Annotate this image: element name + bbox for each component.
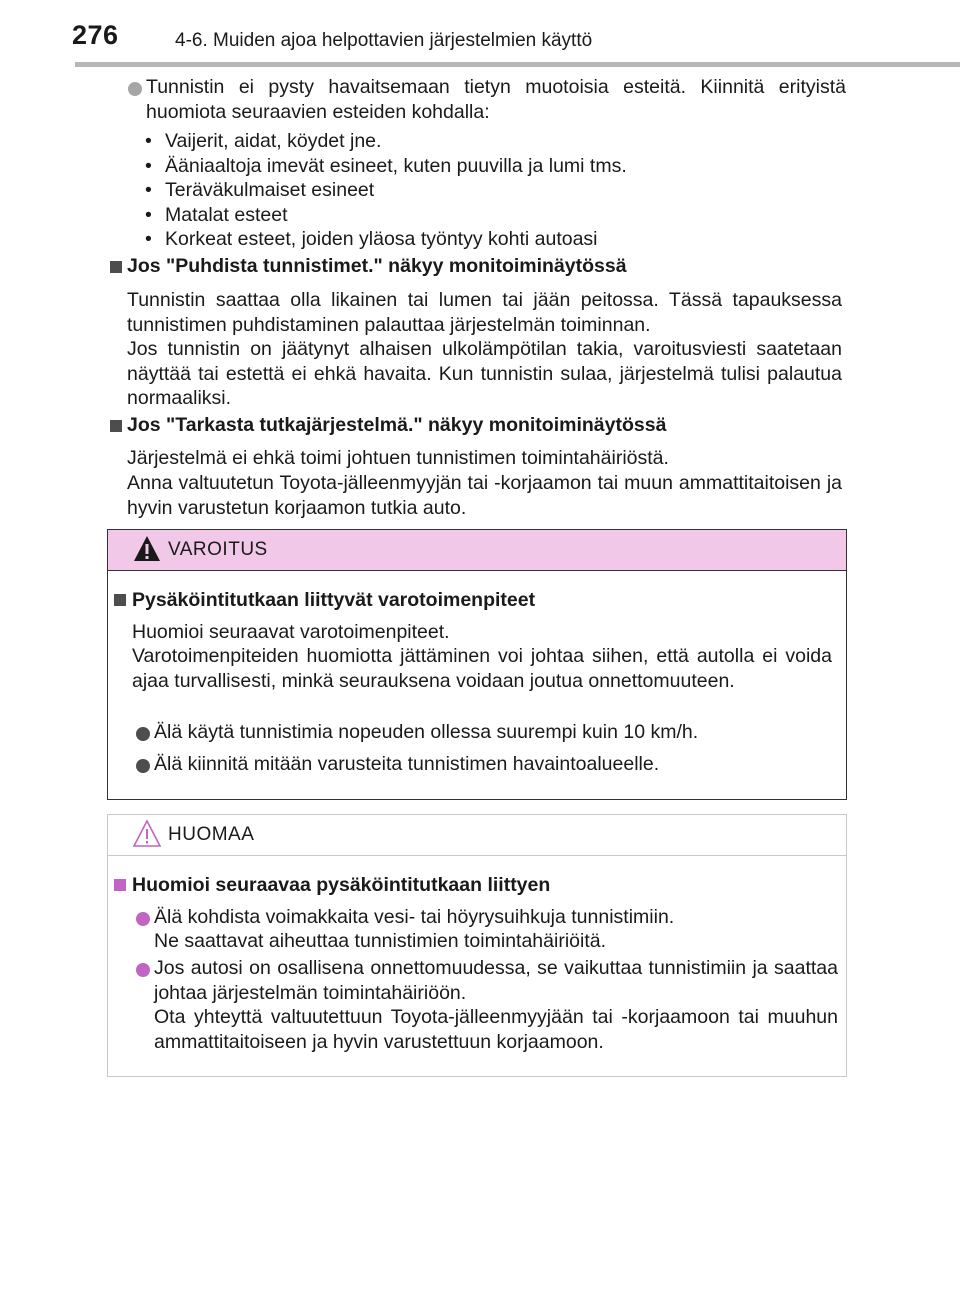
circle-bullet-icon [128,82,142,96]
warning-box [107,529,847,800]
list-item: • Ääniaaltoja imevät esineet, kuten puuvilla ja lumi tms. [145,154,835,179]
list-item: • Vaijerit, aidat, köydet jne. [145,129,835,154]
section-paragraph: Tunnistin saattaa olla likainen tai lumen tai jään peitossa. Tässä tapauksessa tunnistimen puhdistaminen palauttaa järjestelmän toiminnan. [127,289,842,336]
chapter-title: 4-6. Muiden ajoa helpottavien järjestelmien käyttö [175,30,593,51]
warning-paragraph: Huomioi seuraavat varotoimenpiteet. [132,621,450,643]
page-header [0,0,960,66]
circle-bullet-icon [136,963,150,977]
notice-title: HUOMAA [168,824,255,845]
warning-bullet: Älä kiinnitä mitään varusteita tunnistimen havaintoalueelle. [154,753,660,775]
notice-header [108,815,846,856]
square-bullet-icon [114,879,126,891]
warning-heading: Pysäköintitutkaan liittyvät varotoimenpiteet [132,589,536,611]
header-rule [75,62,960,67]
list-item: • Teräväkulmaiset esineet [145,178,835,203]
section-paragraph: Anna valtuutetun Toyota-jälleenmyyjän tai -korjaamon tai muun ammattitaitoisen ja hyvin varustetun korjaamon tutkia auto. [127,472,842,519]
circle-bullet-icon [136,759,150,773]
page-number: 276 [72,20,119,50]
warning-triangle-icon [132,534,162,564]
list-item: • Matalat esteet [145,203,835,228]
intro-text: Tunnistin ei pysty havaitsemaan tietyn muotoisia esteitä. Kiinnitä erityistä huomiota seuraavien esteiden kohdalla: [146,76,846,123]
circle-bullet-icon [136,912,150,926]
section-paragraph: Järjestelmä ei ehkä toimi johtuen tunnistimen toimintahäiriöstä. [127,447,669,469]
section-heading: Jos "Tarkasta tutkajärjestelmä." näkyy monitoiminäytössä [127,414,667,436]
square-bullet-icon [114,594,126,606]
notice-bullet-line: Ota yhteyttä valtuutettuun Toyota-jälleenmyyjään tai -korjaamoon tai muuhun ammattitaitoiseen ja hyvin varustettuun korjaamoon. [154,1006,838,1053]
square-bullet-icon [110,420,122,432]
notice-bullet-line: Ne saattavat aiheuttaa tunnistimien toimintahäiriöitä. [154,930,607,952]
warning-title: VAROITUS [168,539,268,560]
notice-heading: Huomioi seuraavaa pysäköintitutkaan liittyen [132,874,551,896]
section-heading: Jos "Puhdista tunnistimet." näkyy monitoiminäytössä [127,255,627,277]
square-bullet-icon [110,261,122,273]
notice-bullet: Älä kohdista voimakkaita vesi- tai höyrysuihkuja tunnistimiin. [154,906,675,928]
intro-list [145,129,835,252]
notice-box [107,814,847,1077]
section-paragraph: Jos tunnistin on jäätynyt alhaisen ulkolämpötilan takia, varoitusviesti saatetaan näyttää tai estettä ei ehkä havaita. Kun tunnistin sulaa, järjestelmä tulisi palautua normaaliksi. [127,338,842,410]
warning-bullet: Älä käytä tunnistimia nopeuden ollessa suurempi kuin 10 km/h. [154,721,699,743]
notice-bullet: Jos autosi on osallisena onnettomuudessa, se vaikuttaa tunnistimiin ja saattaa johtaa järjestelmän toimintahäiriöön. [154,957,838,1004]
circle-bullet-icon [136,727,150,741]
warning-header [108,530,846,571]
list-item: • Korkeat esteet, joiden yläosa työntyy kohti autoasi [145,227,835,252]
warning-paragraph: Varotoimenpiteiden huomiotta jättäminen voi johtaa siihen, että autolla ei voida ajaa turvallisesti, minkä seurauksena voidaan joutua onnettomuuteen. [132,645,832,692]
caution-triangle-icon [132,819,162,849]
